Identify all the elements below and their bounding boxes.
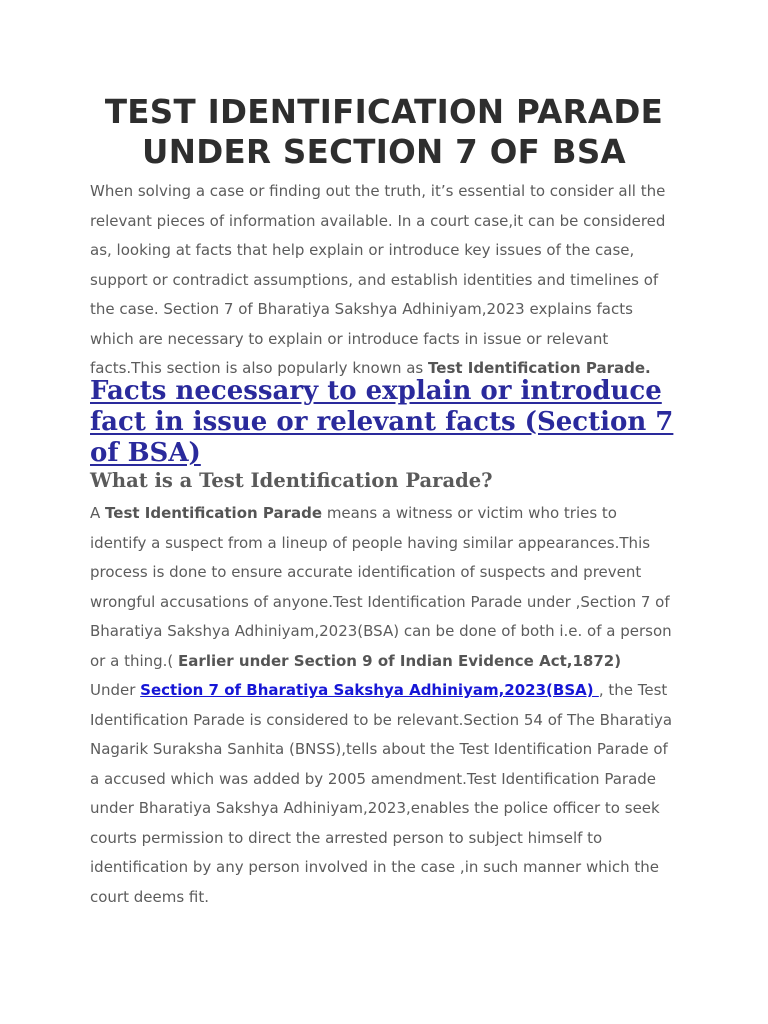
subheading: What is a Test Identification Parade? — [90, 469, 493, 492]
text-run: facts.This section is also popularly known as — [90, 359, 429, 377]
text-line: When solving a case or finding out the truth, it’s essential to consider all the — [90, 182, 666, 200]
text-run: or a thing.( — [90, 651, 179, 670]
text-line: a accused which was added by 2005 amendment.Test Identification Parade — [90, 769, 657, 788]
heading-line: of BSA) — [90, 438, 201, 468]
intro-paragraph — [90, 177, 690, 384]
text-line: as, looking at facts that help explain or introduce key issues of the case, — [90, 241, 635, 259]
text-line: support or contradict assumptions, and establish identities and timelines of — [90, 270, 659, 289]
heading-line: Facts necessary to explain or introduce — [90, 376, 662, 406]
text-line: Bharatiya Sakshya Adhiniyam,2023(BSA) can be done of both i.e. of a person — [90, 622, 672, 640]
title-line: TEST IDENTIFICATION PARADE — [104, 93, 664, 131]
text-line: process is done to ensure accurate identification of suspects and prevent — [90, 563, 642, 581]
text-line: under Bharatiya Sakshya Adhiniyam,2023,enables the police officer to seek — [90, 799, 660, 817]
heading-line: fact in issue or relevant facts (Section 7 — [90, 407, 674, 437]
bold-term: Test Identification Parade. — [428, 359, 651, 377]
text-run: A — [90, 504, 106, 522]
bold-term: Test Identification Parade — [105, 504, 323, 522]
text-line — [90, 676, 690, 706]
bold-term: Earlier under Section 9 of Indian Evidence Act,1872) — [178, 651, 622, 670]
text-line: which are necessary to explain or introduce facts in issue or relevant — [90, 329, 609, 348]
text-run: means a witness or victim who tries to — [322, 504, 617, 522]
text-line — [90, 647, 690, 677]
text-line: court deems fit. — [90, 887, 210, 906]
text-line: relevant pieces of information available. In a court case,it can be considered — [90, 211, 666, 230]
page-title — [60, 92, 708, 172]
text-line: the case. Section 7 of Bharatiya Sakshya Adhiniyam,2023 explains facts — [90, 300, 633, 318]
bsa-section-link[interactable]: Section 7 of Bharatiya Sakshya Adhiniyam,2023(BSA) — [140, 681, 599, 699]
text-line: Identification Parade is considered to be relevant.Section 54 of The Bharatiya — [90, 710, 673, 729]
text-line: courts permission to direct the arrested person to subject himself to — [90, 828, 603, 847]
text-line: wrongful accusations of anyone.Test Identification Parade under ,Section 7 of — [90, 592, 670, 611]
text-line — [90, 499, 690, 529]
text-line: identify a suspect from a lineup of people having similar appearances.This — [90, 533, 651, 552]
section-heading — [90, 376, 673, 469]
text-line: identification by any person involved in the case ,in such manner which the — [90, 858, 660, 876]
text-line: Nagarik Suraksha Sanhita (BNSS),tells about the Test Identification Parade of — [90, 740, 668, 758]
body-paragraph — [90, 499, 690, 912]
title-line: UNDER SECTION 7 OF BSA — [142, 133, 626, 171]
text-run: , the Test — [598, 681, 668, 699]
text-run: Under — [90, 681, 141, 699]
